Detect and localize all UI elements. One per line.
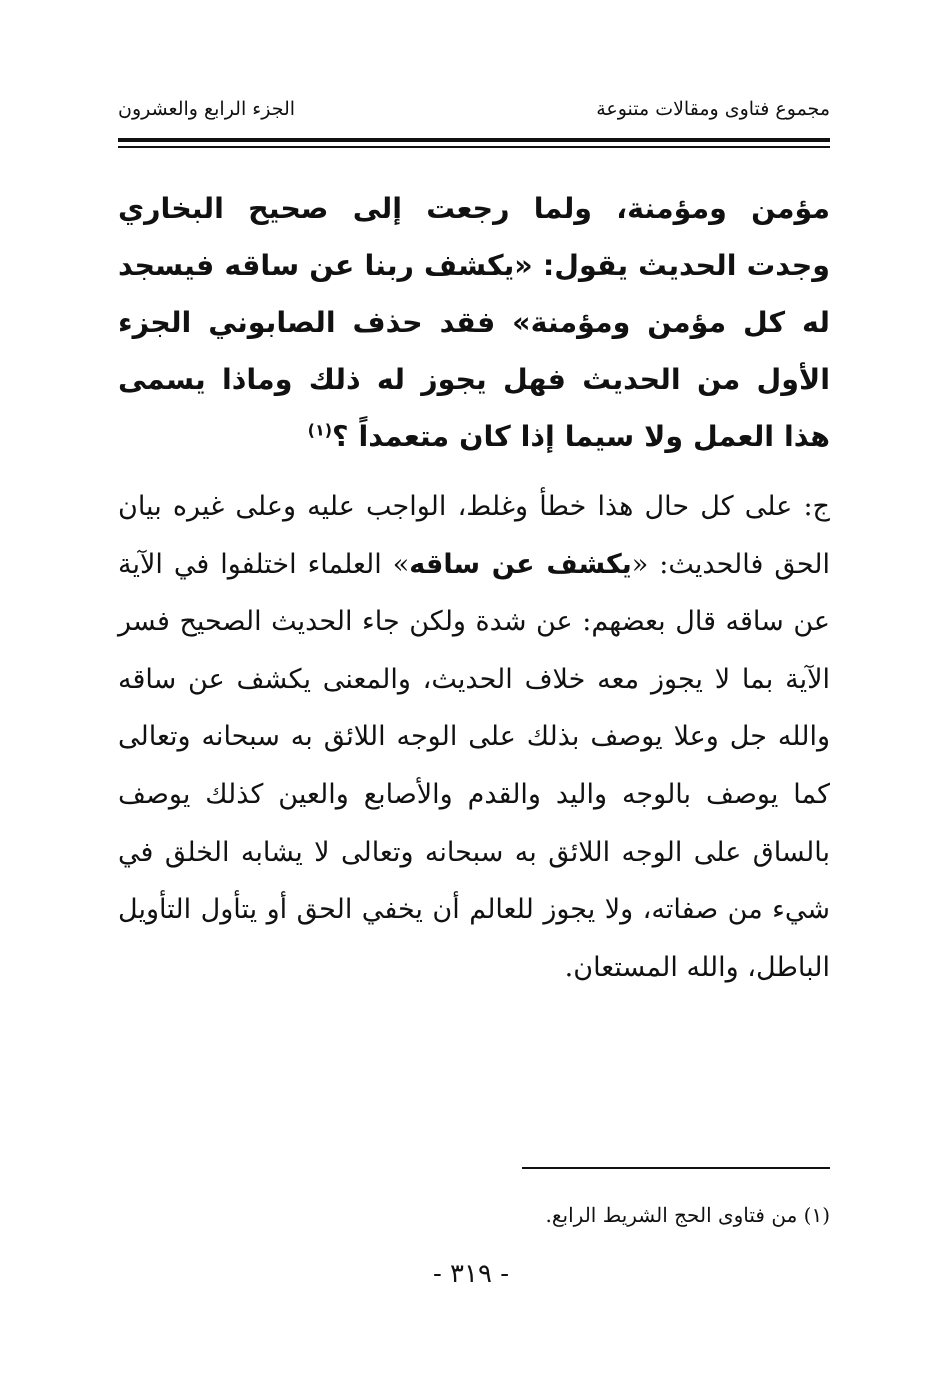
volume-label: الجزء الرابع والعشرون bbox=[118, 98, 296, 120]
running-header bbox=[118, 98, 830, 134]
answer-text-start: ج: على كل حال هذا خطأ وغلط، الواجب عليه وعلى غيره بيان الحق فالحديث: « bbox=[118, 491, 830, 580]
answer-bold-phrase: يكشف عن ساقه bbox=[409, 548, 632, 580]
answer-text-rest: » العلماء اختلفوا في الآية عن ساقه قال بعضهم: عن شدة ولكن جاء الحديث الصحيح فسر الآية بما لا يجوز معه خلاف الحديث، والمعنى يكشف عن ساقه والله جل وعلا يوصف بذلك على الوجه اللائق به سبحانه وتعالى كما يوصف بالوجه واليد والقدم والأصابع والعين كذلك يوصف بالساق على الوجه اللائق به سبحانه وتعالى لا يشابه الخلق في شيء من صفاته، ولا يجوز للعالم أن يخفي الحق أو يتأول التأويل الباطل، والله المستعان. bbox=[118, 548, 830, 983]
header-rule-thin bbox=[118, 146, 830, 148]
question-text: مؤمن ومؤمنة، ولما رجعت إلى صحيح البخاري وجدت الحديث يقول: «يكشف ربنا عن ساقه فيسجد له كل مؤمن ومؤمنة» فقد حذف الصابوني الجزء الأول من الحديث فهل يجوز له ذلك وماذا يسمى هذا العمل ولا سيما إذا كان متعمداً ؟ bbox=[118, 192, 830, 453]
book-title: مجموع فتاوى ومقالات متنوعة bbox=[596, 98, 830, 120]
footnote: (١) من فتاوى الحج الشريط الرابع. bbox=[545, 1203, 830, 1227]
header-rule-thick bbox=[118, 138, 830, 142]
footnote-reference: (١) bbox=[307, 420, 333, 440]
answer-paragraph bbox=[118, 478, 830, 996]
footnote-separator bbox=[522, 1167, 830, 1169]
page-number: - ٣١٩ - bbox=[432, 1259, 510, 1289]
question-paragraph bbox=[118, 180, 830, 465]
